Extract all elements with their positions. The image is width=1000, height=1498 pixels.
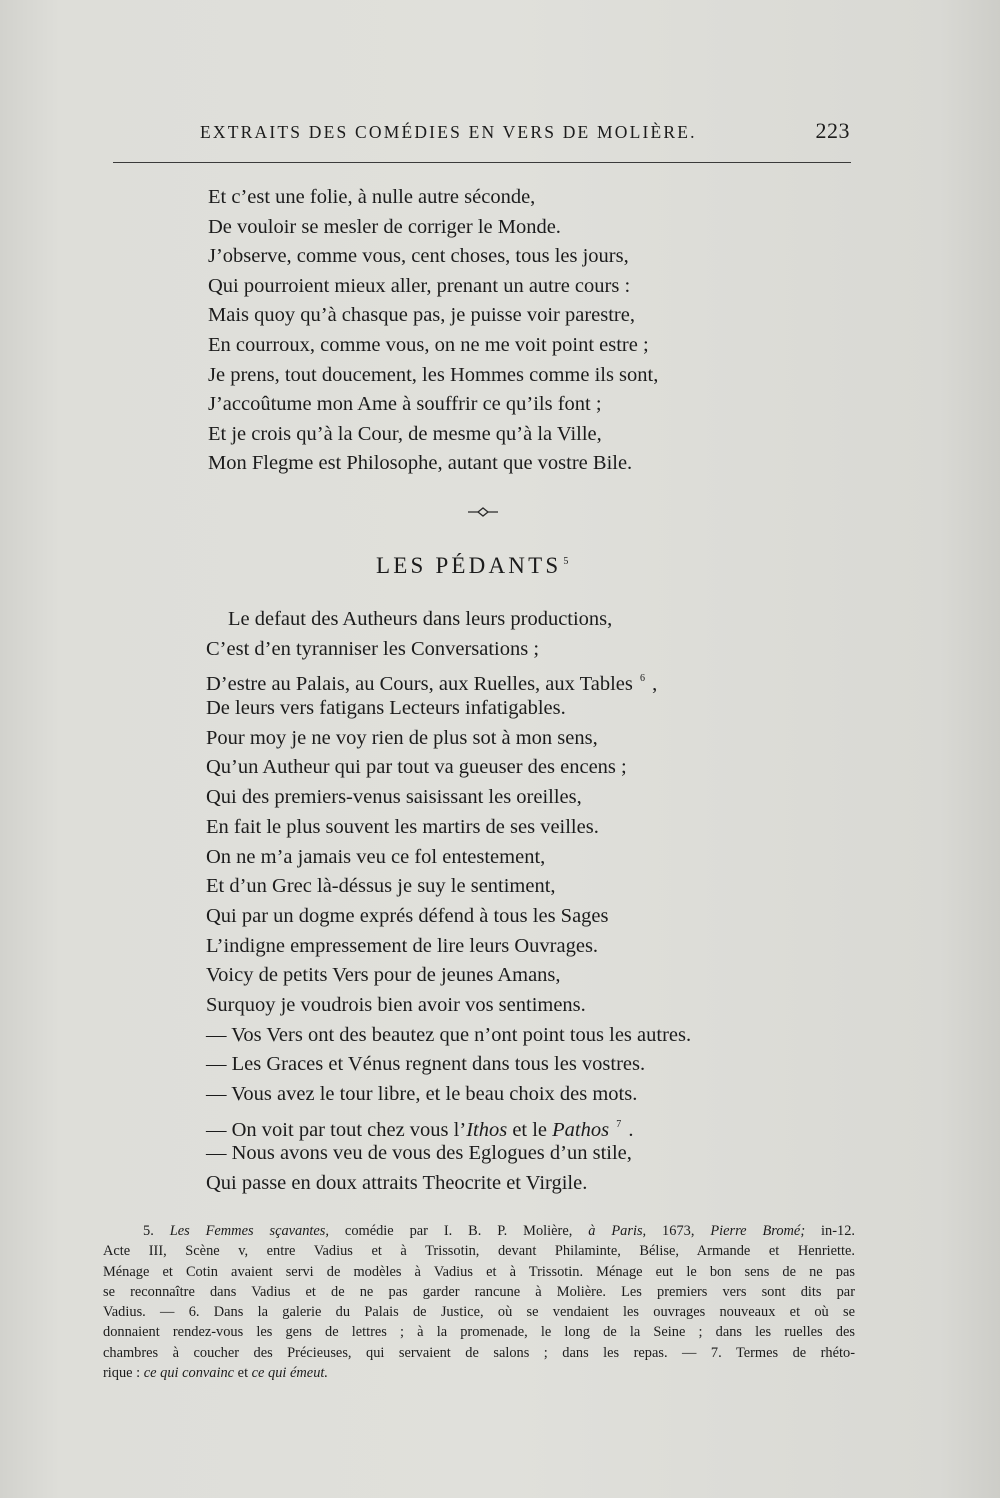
verse-tail: . [623, 1118, 634, 1141]
verse-line: L’indigne empressement de lire leurs Ouvrages. [206, 934, 599, 957]
verse-line [206, 664, 806, 694]
verse-text: D’estre au Palais, au Cours, aux Ruelles, aux Tables [206, 673, 633, 696]
verse-line: Et je crois qu’à la Cour, de mesme qu’à la Ville, [208, 422, 602, 445]
verse-line: On ne m’a jamais veu ce fol entestement, [206, 845, 546, 868]
verse-line: — Vous avez le tour libre, et le beau choix des mots. [206, 1083, 638, 1105]
verse-line: — Vos Vers ont des beautez que n’ont point tous les autres. [206, 1023, 692, 1046]
footnote-italic: à Paris, [588, 1223, 647, 1239]
verse-line: De leurs vers fatigans Lecteurs infatigables. [206, 697, 566, 720]
footnote-line: se reconnaître dans Vadius et de ne pas garder rancune à Molière. Les premiers vers sont dits par [103, 1283, 855, 1300]
footnote-text: rique : [103, 1365, 144, 1382]
verse-line: J’observe, comme vous, cent choses, tous les jours, [208, 245, 629, 268]
footnote-italic: Les Femmes sçavantes, [169, 1223, 330, 1239]
footnote-line: donnaient rendez-vous les gens de lettres ; à la promenade, le long de la Seine ; dans les ruelles des [103, 1324, 855, 1341]
verse-block-misanthrope [208, 183, 808, 479]
verse-italic: Ithos [466, 1118, 508, 1141]
note-mark: 7 [616, 1118, 622, 1130]
footnote-line [103, 1221, 855, 1241]
footnote-line: Ménage et Cotin avaient servi de modèles à Vadius et à Trissotin. Ménage eut le bon sens de ne pas [103, 1263, 855, 1280]
verse-line: Et d’un Grec là-déssus je suy le sentiment, [206, 875, 556, 898]
verse-line: — Les Graces et Vénus regnent dans tous les vostres. [206, 1053, 646, 1076]
verse-line: J’accoûtume mon Ame à souffrir ce qu’ils font ; [208, 393, 602, 416]
verse-line: Qui pourroient mieux aller, prenant un autre cours : [208, 274, 631, 297]
running-head [200, 118, 850, 152]
verse-line: Qui passe en doux attraits Theocrite et Virgile. [206, 1172, 588, 1195]
page-number: 223 [815, 118, 850, 143]
section-title-text: LES PÉDANTS [376, 553, 562, 578]
footnote-italic: ce qui convainc [143, 1365, 235, 1382]
verse-line: Pour moy je ne voy rien de plus sot à mon sens, [206, 726, 598, 749]
verse-text: et le [507, 1118, 553, 1141]
footnote-text: comédie par I. B. P. Molière, [329, 1223, 589, 1239]
verse-line: Mais quoy qu’à chasque pas, je puisse voir parestre, [208, 304, 635, 327]
verse-line: C’est d’en tyranniser les Conversations ; [206, 637, 540, 660]
verse-line: En courroux, comme vous, on ne me voit point estre ; [208, 333, 649, 356]
verse-line: Surquoy je voudrois bien avoir vos sentimens. [206, 993, 586, 1016]
footnote-line: Acte III, Scène v, entre Vadius et à Trissotin, devant Philaminte, Bélise, Armande et Henriette. [103, 1243, 855, 1260]
verse-line [206, 1110, 806, 1140]
section-note-mark: 5 [563, 556, 569, 567]
footnote-line: Vadius. — 6. Dans la galerie du Palais de Justice, où se vendaient les ouvrages nouveaux et où se [103, 1304, 855, 1321]
header-rule [113, 162, 851, 163]
verse-line: — Nous avons veu de vous des Eglogues d’un stile, [206, 1142, 632, 1165]
footnote-number: 5. [143, 1223, 170, 1239]
verse-line: Qu’un Autheur qui par tout va gueuser des encens ; [206, 756, 627, 779]
footnote-line: chambres à coucher des Précieuses, qui servaient de salons ; dans les repas. — 7. Termes de rhéto- [103, 1344, 855, 1361]
verse-italic: Pathos [552, 1118, 610, 1141]
verse-text: — On voit par tout chez vous l’ [206, 1118, 467, 1141]
footnotes [103, 1221, 855, 1383]
verse-tail: , [647, 673, 658, 696]
footnote-text: et [234, 1365, 252, 1382]
verse-line: Voicy de petits Vers pour de jeunes Amans, [206, 964, 561, 987]
verse-line: Qui par un dogme exprés défend à tous les Sages [206, 904, 609, 927]
footnote-italic: Pierre Bromé; [710, 1223, 806, 1239]
verse-line: Qui des premiers-venus saisissant les oreilles, [206, 786, 582, 809]
footnote-line [103, 1363, 855, 1383]
verse-line: De vouloir se mesler de corriger le Monde. [208, 215, 561, 238]
running-title: EXTRAITS DES COMÉDIES EN VERS DE MOLIÈRE. [200, 122, 697, 142]
section-ornament [466, 504, 500, 520]
footnote-text: in-12. [805, 1223, 855, 1239]
verse-line: En fait le plus souvent les martirs de ses veilles. [206, 815, 599, 838]
verse-line: Et c’est une folie, à nulle autre séconde, [208, 186, 536, 208]
verse-line: Mon Flegme est Philosophe, autant que vostre Bile. [208, 452, 633, 475]
note-mark: 6 [640, 673, 646, 685]
verse-block-pedants [206, 605, 806, 1199]
verse-line: Je prens, tout doucement, les Hommes comme ils sont, [208, 363, 659, 386]
section-title [376, 553, 568, 579]
footnote-text: 1673, [646, 1223, 711, 1239]
verse-line: Le defaut des Autheurs dans leurs productions, [228, 608, 613, 630]
footnote-italic: ce qui émeut. [251, 1365, 328, 1382]
